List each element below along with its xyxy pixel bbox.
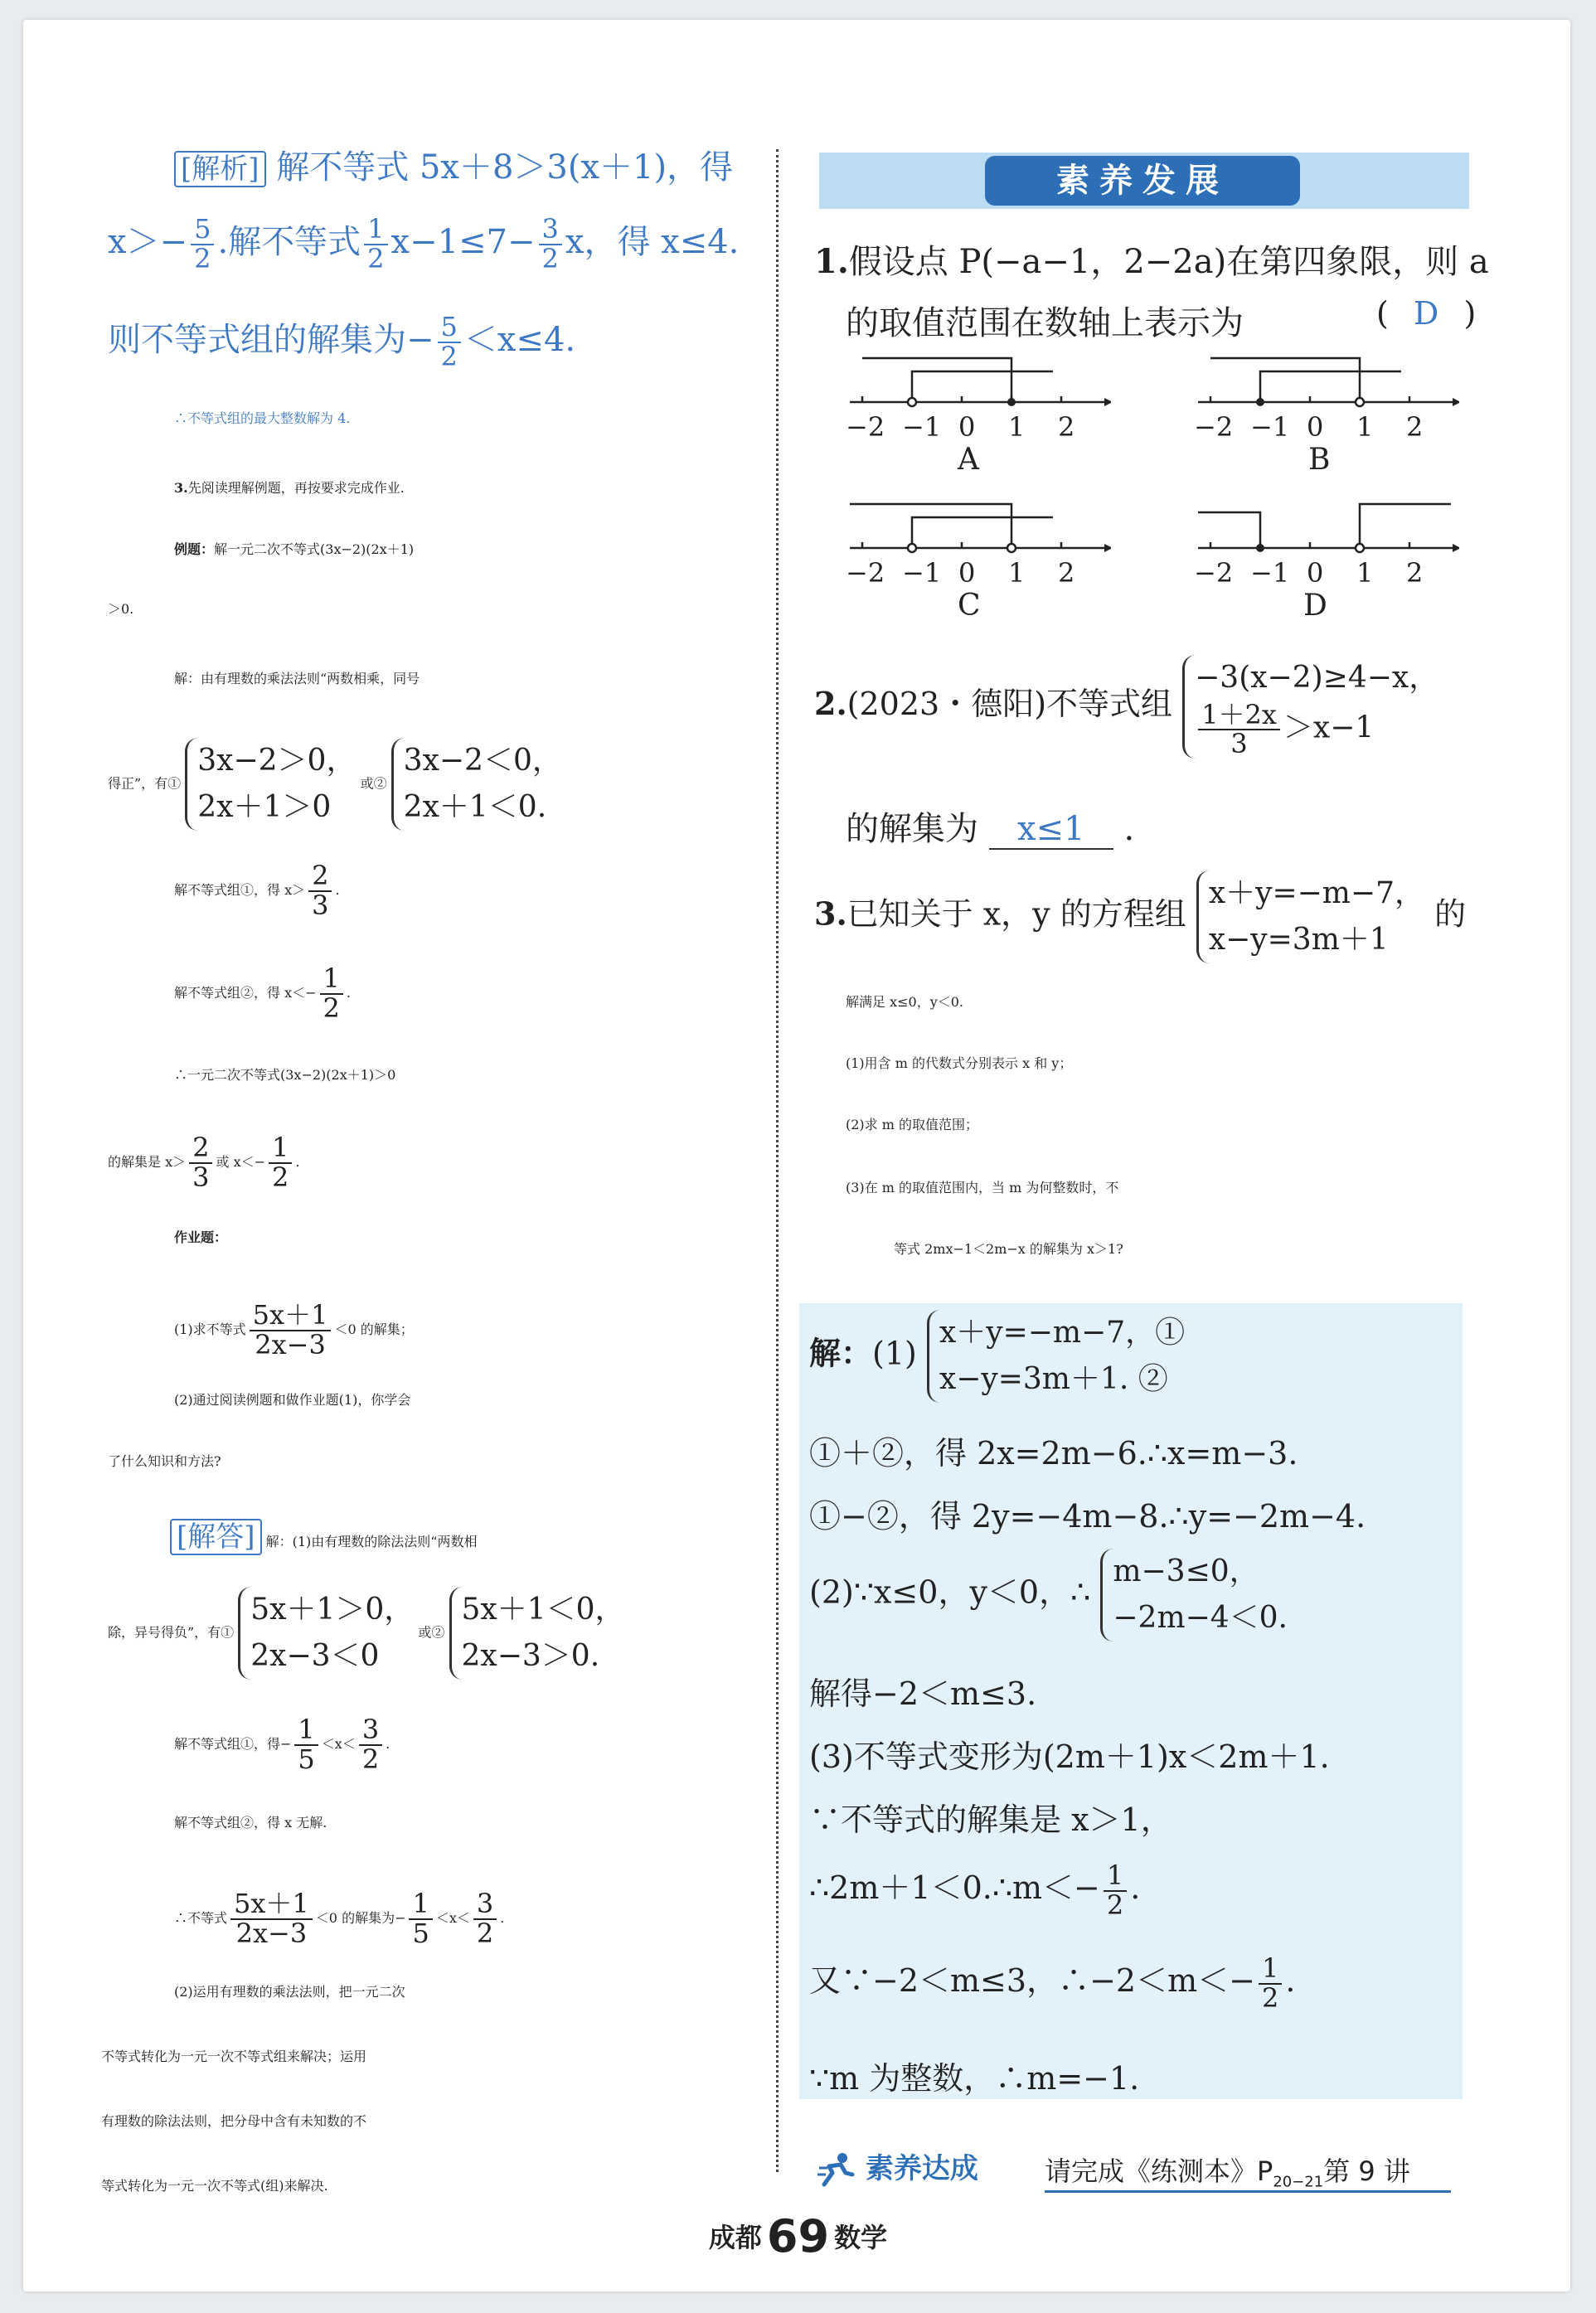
example-solution-1: 解：由有理数的乘法法则“两数相乘，同号 — [174, 671, 420, 686]
q3-statement: 3.先阅读理解例题，再按要求完成作业. — [174, 480, 405, 496]
footer-note: 请完成《练测本》$P_{20-21}$第 9 讲 — [1045, 2155, 1410, 2191]
r-q3-line-2: 解满足 x≤0，y＜0. — [846, 994, 964, 1010]
sol-line-9: 又∵−2＜m≤3，∴−2＜m＜− $\frac{1}{2}$ . — [809, 1952, 1296, 2014]
system-1: 3x−2＞0， 2x＋1＞0 — [185, 738, 356, 831]
sol-line-5: 解得−2＜m≤3. — [809, 1675, 1037, 1712]
sol-line-3: ①−②，得 2y=−4m−8.∴y=−2m−4. — [809, 1498, 1366, 1535]
analysis-tag: [解析] — [174, 151, 266, 187]
sol-line-7: ∵不等式的解集是 x＞1， — [809, 1801, 1172, 1838]
sol-line-4: (2)∵x≤0，y＜0，∴ m−3≤0， −2m−4＜0. — [809, 1549, 1288, 1641]
footer-rule — [1045, 2190, 1451, 2193]
homework-1: (1)求不等式 $\frac{5x+1}{2x-3}$ ＜0 的解集； — [174, 1299, 414, 1360]
sol-line-8: ∴2m＋1＜0.∴m＜− $\frac{1}{2}$ . — [809, 1860, 1141, 1921]
answer-line-5: ∴不等式 $\frac{5x+1}{2x-3}$ ＜0 的解集为− $\frac{1}{5}$ ＜x＜ $\frac{3}{2}$ . — [174, 1888, 505, 1949]
answer-line-9: 等式转化为一元一次不等式(组)来解决. — [101, 2178, 328, 2194]
sol-line-6: (3)不等式变形为(2m＋1)x＜2m＋1. — [809, 1738, 1330, 1775]
r-q2-line-2: 的解集为 x≤1 . — [846, 810, 1135, 848]
answer-system-1: 5x＋1＞0， 2x−3＜0 — [238, 1587, 414, 1680]
example-line-1: 例题：解一元二次不等式(3x−2)(2x＋1) — [174, 541, 415, 557]
answer-line-3: 解不等式组①，得− $\frac{1}{5}$ ＜x＜ $\frac{3}{2}$ . — [174, 1714, 391, 1775]
example-step-5: ∴一元二次不等式(3x−2)(2x＋1)＞0 — [174, 1067, 396, 1083]
analysis-line-1: [解析] 解不等式 5x＋8＞3(x＋1)，得 — [174, 141, 733, 188]
r-q1-line-1: 1.假设点 P(−a−1，2−2a)在第四象限，则 a — [814, 242, 1489, 281]
example-step-3: 解不等式组①，得 x＞ $\frac{2}{3}$ . — [174, 860, 340, 921]
example-step-6: 的解集是 x＞ $\frac{2}{3}$ 或 x＜− $\frac{1}{2}$ . — [108, 1132, 300, 1193]
homework-label: 作业题： — [174, 1229, 228, 1245]
r-q3-line-5: (3)在 m 的取值范围内，当 m 为何整数时，不 — [846, 1180, 1119, 1195]
sol-line-2: ①＋②，得 2x=2m−6.∴x=m−3. — [809, 1435, 1298, 1472]
answer-line-1: [解答] 解：(1)由有理数的除法法则“两数相 — [170, 1514, 477, 1554]
q1-answer-bracket: ( D ) — [1376, 295, 1477, 332]
section-banner — [819, 153, 1469, 209]
q2-system: −3(x−2)≥4−x， $\frac{1+2x}{3}$ ＞x−1 — [1182, 655, 1438, 759]
example-step-4: 解不等式组②，得 x＜− $\frac{1}{2}$ . — [174, 963, 351, 1024]
r-q1-line-2: 的取值范围在数轴上表示为 — [846, 304, 1244, 342]
q1-answer: D — [1413, 295, 1439, 332]
r-q3-line-4: (2)求 m 的取值范围； — [846, 1117, 979, 1132]
example-solution-2: 得正”，有① 3x−2＞0， 2x＋1＞0 或② 3x−2＜0， 2x＋1＜0. — [108, 738, 562, 831]
homework-2a: (2)通过阅读例题和做作业题(1)，你学会 — [174, 1392, 411, 1408]
answer-line-7: 不等式转化为一元一次不等式组来解决；运用 — [101, 2049, 367, 2064]
answer-line-2: 除，异号得负”，有① 5x＋1＞0， 2x−3＜0 或② 5x＋1＜0， 2x−3＞0. — [108, 1587, 625, 1680]
footer-brand: 素养达成 — [817, 2147, 1008, 2190]
option-d-label: D — [1303, 589, 1327, 623]
column-divider — [776, 149, 779, 2172]
analysis-line-3: 则不等式组的解集为− $\frac{5}{2}$ ＜x≤4. — [108, 311, 576, 372]
answer-line-8: 有理数的除法法则，把分母中含有未知数的不 — [101, 2113, 367, 2129]
homework-2b: 了什么知识和方法? — [108, 1453, 221, 1469]
answer-line-4: 解不等式组②，得 x 无解. — [174, 1815, 327, 1831]
footer-bar — [817, 2147, 1464, 2194]
sol-system-1: x＋y=−m−7，① x−y=3m＋1. ② — [927, 1310, 1185, 1403]
option-b-label: B — [1308, 443, 1331, 477]
q2-answer: x≤1 — [989, 810, 1113, 850]
q3-system: x＋y=−m−7， x−y=3m＋1 — [1196, 870, 1424, 963]
example-line-2: ＞0. — [108, 601, 134, 617]
analysis-line-2: x＞− $\frac{5}{2}$ .解不等式 $\frac{1}{2}$ x−1≤7− $\frac{3}{2}$ x，得 x≤4. — [108, 213, 740, 274]
analysis-line-4: ∴不等式组的最大整数解为 4. — [174, 410, 351, 426]
answer-line-6: (2)运用有理数的乘法法则，把一元二次 — [174, 1984, 405, 2000]
sol-line-1: 解：(1) x＋y=−m−7，① x−y=3m＋1. ② — [809, 1310, 1185, 1403]
answer-system-2: 5x＋1＜0， 2x−3＞0. — [449, 1587, 625, 1680]
option-a-label: A — [958, 443, 979, 477]
r-q3-line-3: (1)用含 m 的代数式分别表示 x 和 y； — [846, 1055, 1073, 1071]
r-q3-line-1: 3.已知关于 x，y 的方程组 x＋y=−m−7， x−y=3m＋1 的 — [814, 870, 1466, 963]
r-q3-line-6: 等式 2mx−1＜2m−x 的解集为 x＞1? — [894, 1241, 1123, 1257]
sol-line-10: ∵m 为整数，∴m=−1. — [809, 2060, 1140, 2097]
runner-icon — [817, 2151, 856, 2189]
system-2: 3x−2＜0， 2x＋1＜0. — [391, 738, 562, 831]
section-banner-title: 素养发展 — [985, 156, 1300, 206]
answer-tag: [解答] — [170, 1519, 262, 1555]
sol-system-2: m−3≤0， −2m−4＜0. — [1100, 1549, 1288, 1641]
r-q2-line-1: 2.(2023・德阳)不等式组 −3(x−2)≥4−x， $\frac{1+2x}{3}$ ＞x−1 — [814, 655, 1438, 759]
page-number: 成都 69 数学 — [708, 2210, 888, 2262]
option-c-label: C — [958, 589, 981, 623]
